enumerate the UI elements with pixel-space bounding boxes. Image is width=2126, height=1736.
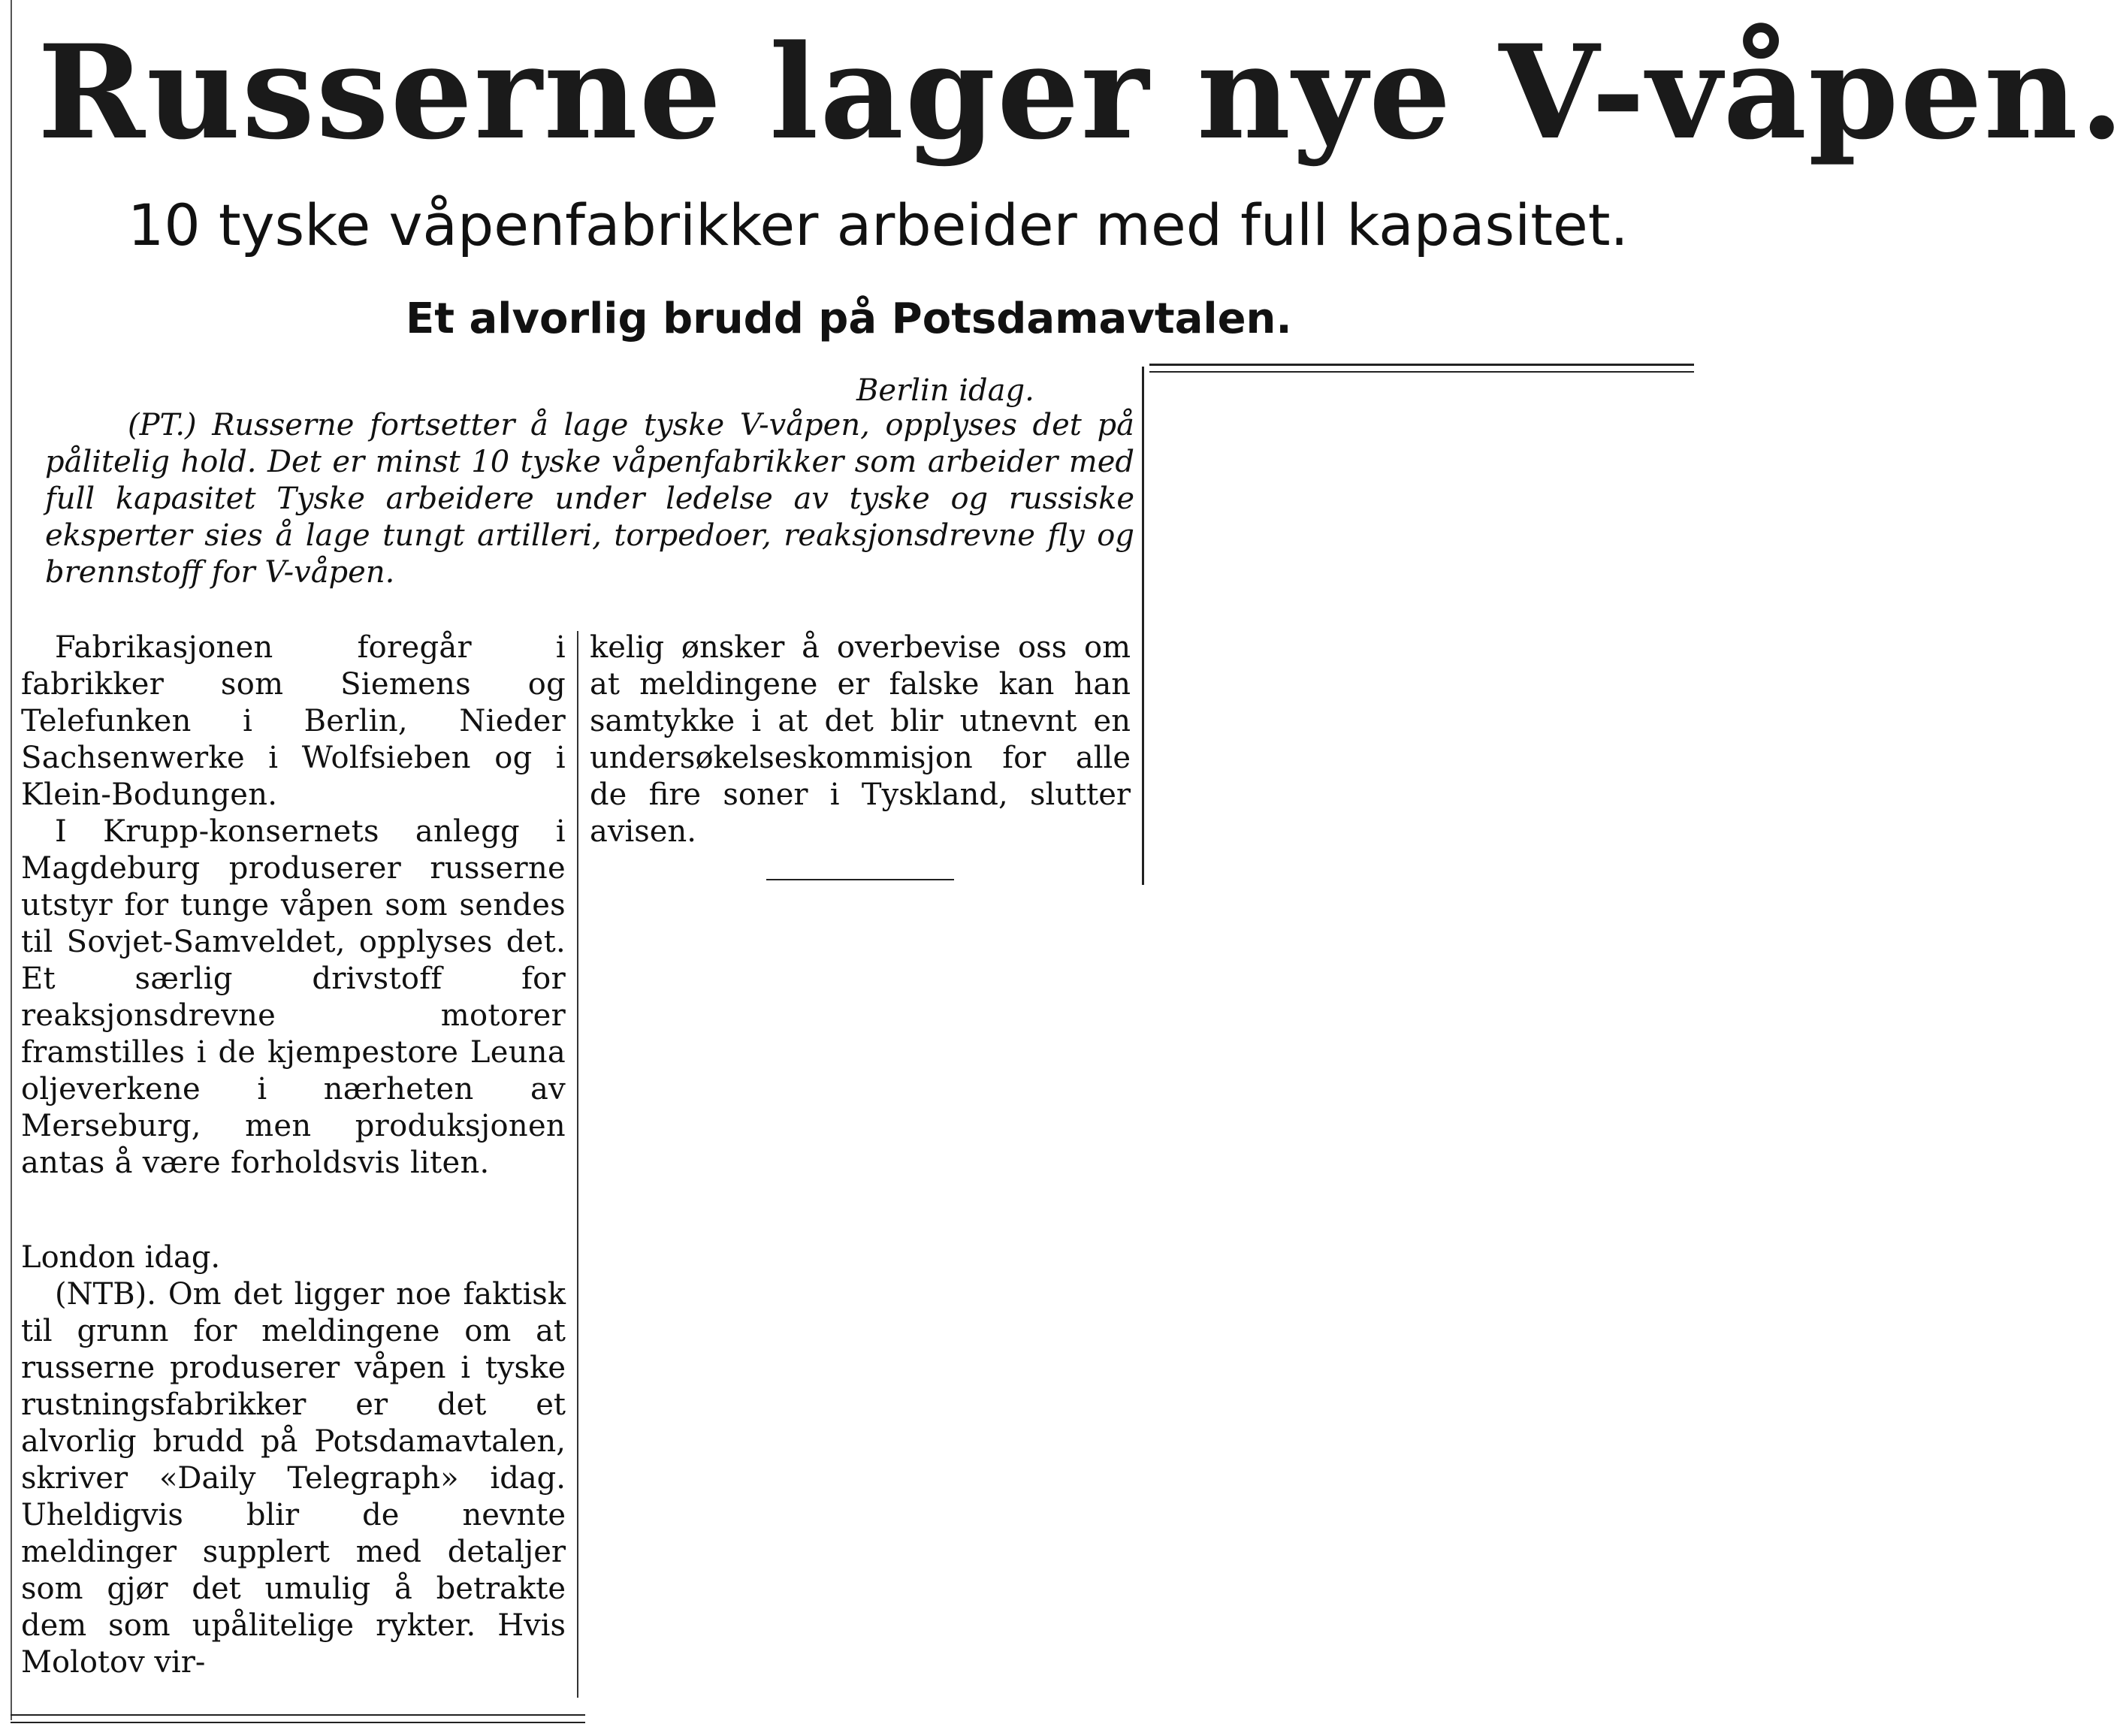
body-paragraph-2: I Krupp-konsernets anlegg i Magdeburg produserer russerne utstyr for tunge våpen som sendes til Sovjet-Samveldet, opplyses det. Et særlig drivstoff for reaksjonsdrevne motorer framstilles i de kjempestore Leuna oljeverkene i nærheten av Merseburg, men produksjonen antas å være forholdsvis liten. (21, 814, 566, 1180)
end-rule (766, 879, 954, 880)
bottom-rule-2 (11, 1722, 585, 1723)
column-1-bottom (21, 1239, 566, 1681)
secondary-subheadline: Et alvorlig brudd på Potsdamavtalen. (406, 294, 1292, 343)
column-1-top (21, 629, 566, 1182)
dateline-berlin: Berlin idag. (856, 373, 1034, 408)
body-paragraph-3: (NTB). Om det ligger noe faktisk til grunn for meldingene om at russerne produserer våpen i tyske rustningsfabrikker er det et alvorlig brudd på Potsdamavtalen, skriver «Daily Telegraph» idag. Uheldigvis blir de nevnte meldinger supplert med detaljer som gjør det umulig å betrakte dem som upålitelige rykter. Hvis Molotov vir- (21, 1277, 566, 1680)
dateline-london: London idag. (21, 1240, 221, 1275)
column-divider (577, 631, 578, 1698)
header-rule-right-2 (1149, 371, 1694, 373)
subheadline: 10 tyske våpenfabrikker arbeider med full kapasitet. (128, 192, 1629, 258)
right-column-rule (1142, 367, 1144, 885)
header-rule-right-1 (1149, 364, 1694, 366)
lead-paragraph (45, 407, 1134, 591)
bottom-rule-1 (11, 1714, 585, 1716)
column-2-text: kelig ønsker å overbevise oss om at meldingene er falske kan han samtykke i at det blir utnevnt en undersøkelseskommisjon for alle de fire soner i Tyskland, slutter avisen. (590, 630, 1131, 849)
headline: Russerne lager nye V-våpen. (38, 16, 2126, 168)
column-2 (590, 629, 1131, 850)
body-paragraph-1: Fabrikasjonen foregår i fabrikker som Siemens og Telefunken i Berlin, Nieder Sachsenwerke i Wolfsieben og i Klein-Bodungen. (21, 630, 566, 812)
left-border-rule (11, 0, 12, 1720)
lead-text: (PT.) Russerne fortsetter å lage tyske V-våpen, opplyses det på pålitelig hold. Det er minst 10 tyske våpenfabrikker som arbeider med full kapasitet Tyske arbeidere under ledelse av tyske og russiske eksperter sies å lage tungt artilleri, torpedoer, reaksjonsdrevne fly og brennstoff for V-våpen. (45, 408, 1134, 590)
